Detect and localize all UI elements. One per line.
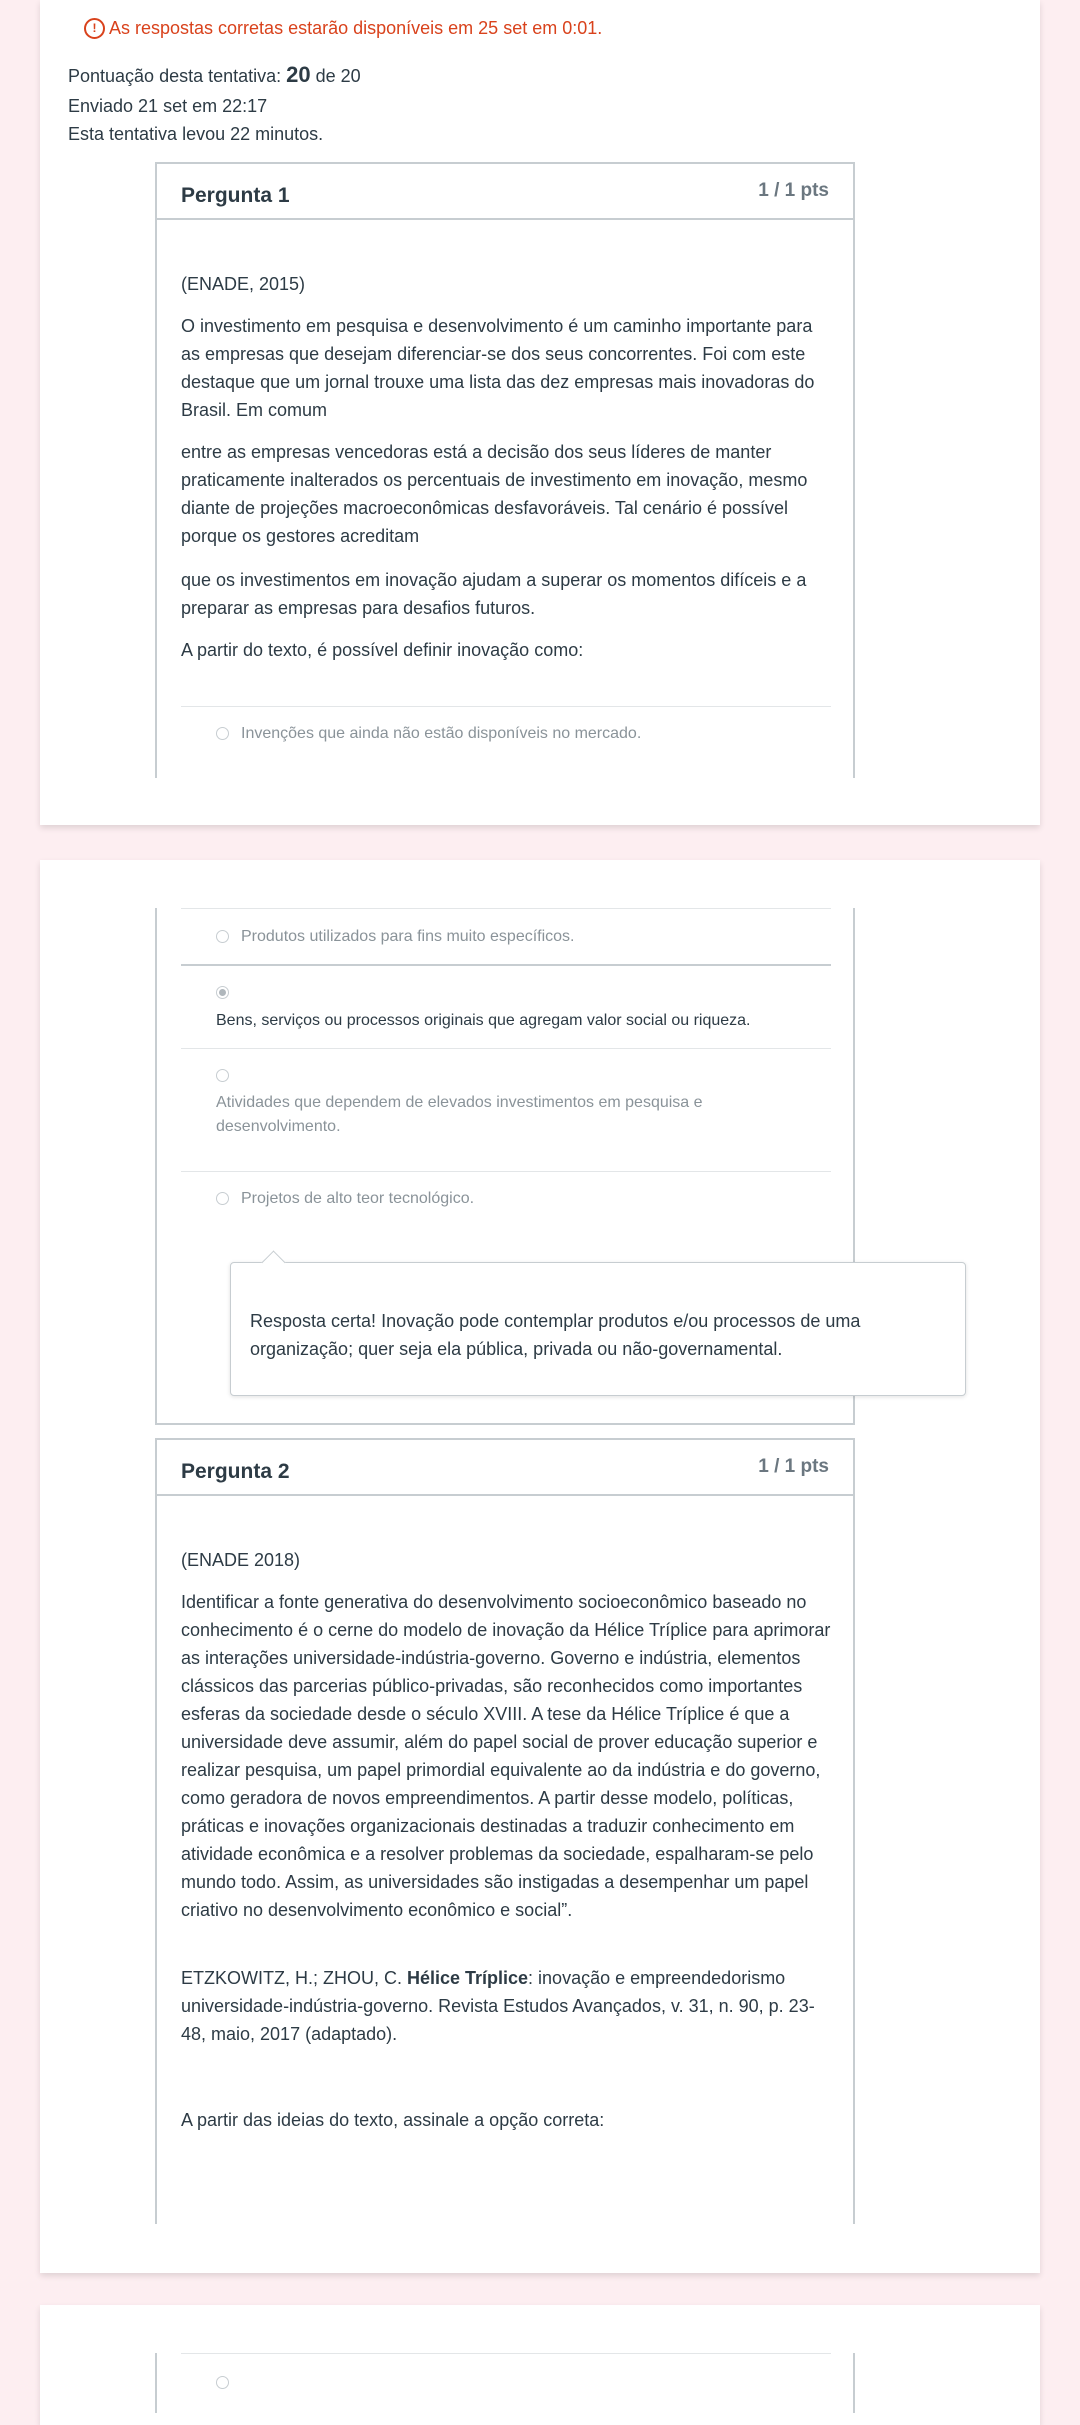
feedback-text: Resposta certa! Inovação pode contemplar produtos e/ou processos de uma organização; quer seja ela pública, privada ou não-governamental. <box>250 1311 861 1359</box>
question-title: Pergunta 1 <box>181 184 290 207</box>
answer-feedback-box <box>230 1262 966 1396</box>
question-paragraph: Identificar a fonte generativa do desenvolvimento socioeconômico baseado no conhecimento é o cerne do modelo de inovação da Hélice Tríplice para aprimorar as interações universidade-indústria-governo. Governo e indústria, elementos clássicos das parcerias público-privadas, são reconhecidos como importantes esferas da sociedade desde o século XVIII. A tese da Hélice Tríplice é que a universidade deve assumir, além do papel social de prover educação superior e realizar pesquisa, um papel primordial equivalente ao da indústria e do governo, como geradora de novos empreendimentos. A partir desse modelo, políticas, práticas e inovações organizacionais destinadas a traduzir conhecimento em atividade econômica e a resolver problemas da sociedade, espalharam-se pelo mundo todo. Assim, as universidades são instigadas a desempenhar um papel criativo no desenvolvimento econômico e social”. <box>181 1592 831 1920</box>
question-2 <box>155 1438 855 2224</box>
answer-label: Produtos utilizados para fins muito específicos. <box>241 928 575 945</box>
answer-label: Atividades que dependem de elevados investimentos em pesquisa e desenvolvimento. <box>216 1094 703 1135</box>
question-reference <box>181 1964 831 2048</box>
attempt-duration: Esta tentativa levou 22 minutos. <box>68 124 324 144</box>
radio-button[interactable] <box>216 930 229 943</box>
question-1 <box>155 162 855 778</box>
answer-label: Bens, serviços ou processos originais que agregam valor social ou riqueza. <box>216 1012 751 1029</box>
question-prompt: A partir do texto, é possível definir inovação como: <box>181 640 584 660</box>
answer-label: Projetos de alto teor tecnológico. <box>241 1190 475 1207</box>
question-prompt: A partir das ideias do texto, assinale a opção correta: <box>181 2110 605 2130</box>
reference-details: : inovação e empreendedorismo universidade-indústria-governo. Revista Estudos Avançados, v. 31, n. 90, p. 23-48, maio, 2017 (adaptado). <box>181 1968 815 2044</box>
answers-availability-notice <box>84 18 602 39</box>
answer-option-5[interactable] <box>181 1171 831 1252</box>
notice-text: As respostas corretas estarão disponíveis em 25 set em 0:01. <box>109 18 603 38</box>
question-paragraph-2: entre as empresas vencedoras está a decisão dos seus líderes de manter praticamente inalterados os percentuais de investimento em inovação, mesmo diante de projeções macroeconômicas desfavoráveis. Tal cenário é possível porque os gestores acreditam <box>181 442 808 546</box>
question-1-header <box>157 162 853 220</box>
radio-button[interactable] <box>216 1069 229 1082</box>
reference-authors: ETZKOWITZ, H.; ZHOU, C. <box>181 1968 407 1988</box>
question-source: (ENADE 2018) <box>181 1550 301 1570</box>
radio-button[interactable] <box>216 2376 229 2389</box>
question-paragraph-3: que os investimentos em inovação ajudam a superar os momentos difíceis e a preparar as empresas para desafios futuros. <box>181 570 807 618</box>
question-2-answers <box>155 2353 855 2413</box>
question-paragraph-1: O investimento em pesquisa e desenvolvimento é um caminho importante para as empresas que desejam diferenciar-se dos seus concorrentes. Foi com este destaque que um jornal trouxe uma lista das dez empresas mais inovadoras do Brasil. Em comum <box>181 316 815 420</box>
radio-button-selected[interactable] <box>216 986 229 999</box>
answer-option-1[interactable] <box>181 706 831 779</box>
question-source: (ENADE, 2015) <box>181 274 306 294</box>
reference-title: Hélice Tríplice <box>406 1968 529 1988</box>
question-title: Pergunta 2 <box>181 1460 290 1483</box>
score-value: 20 <box>286 62 311 87</box>
score-total: de 20 <box>310 66 361 86</box>
answer-option-4[interactable] <box>181 1048 831 1172</box>
score-label: Pontuação desta tentativa: <box>68 66 287 86</box>
alert-circle-icon: ! <box>84 18 105 39</box>
submitted-time: Enviado 21 set em 22:17 <box>68 96 268 116</box>
attempt-score <box>68 62 361 88</box>
question-points: 1 / 1 pts <box>758 180 829 201</box>
question-2-header <box>157 1438 853 1496</box>
question-points: 1 / 1 pts <box>758 1456 829 1477</box>
answer-option-partial[interactable] <box>181 2353 831 2414</box>
answer-option-3-selected[interactable] <box>181 964 831 1050</box>
radio-button[interactable] <box>216 1192 229 1205</box>
radio-button[interactable] <box>216 727 229 740</box>
answer-label: Invenções que ainda não estão disponíveis no mercado. <box>241 725 642 742</box>
answer-option-2[interactable] <box>181 908 831 965</box>
